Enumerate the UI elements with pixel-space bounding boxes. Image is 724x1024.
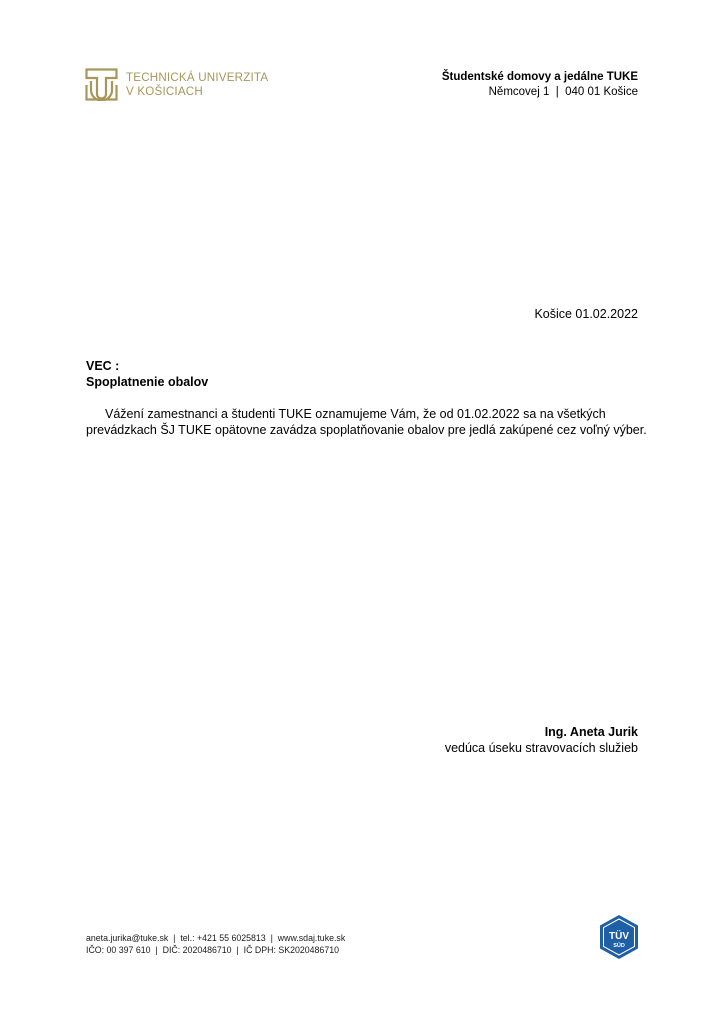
tuv-sub-text: SÜD (613, 943, 625, 949)
signature-block (445, 724, 638, 756)
tuke-emblem-icon (85, 68, 118, 101)
university-name (126, 71, 268, 98)
footer-contacts (86, 932, 345, 956)
tuv-mark-text: TÜV (609, 931, 629, 942)
tuv-sud-badge-icon (597, 914, 641, 960)
subject-label: VEC : (86, 359, 120, 373)
footer-contact-line: aneta.jurika@tuke.sk | tel.: +421 55 6025813 | www.sdaj.tuke.sk (86, 933, 346, 943)
subject-title: Spoplatnenie obalov (86, 375, 209, 389)
signatory-name: Ing. Aneta Jurik (544, 725, 638, 739)
tuv-certification-badge (597, 914, 641, 960)
university-logo (85, 68, 268, 101)
footer-registration-line: IČO: 00 397 610 | DIČ: 2020486710 | IČ DPH: SK2020486710 (86, 945, 340, 955)
body-line-1: Vážení zamestnanci a študenti TUKE oznamujeme Vám, že od 01.02.2022 sa na všetkých (105, 407, 606, 421)
sender-organization: Študentské domovy a jedálne TUKE (441, 71, 638, 83)
logo-line-1: TECHNICKÁ UNIVERZITA (126, 71, 269, 84)
subject-block (86, 358, 208, 390)
sender-block (442, 70, 638, 100)
signatory-title: vedúca úseku stravovacích služieb (444, 741, 638, 755)
logo-line-2: V KOŠICIACH (126, 84, 203, 98)
body-line-2: prevádzkach ŠJ TUKE opätovne zavádza spoplatňovanie obalov pre jedlá zakúpené cez voľný výber. (86, 423, 647, 437)
letter-body (86, 406, 646, 438)
sender-address: Němcovej 1 | 040 01 Košice (488, 86, 638, 98)
letter-date: Košice 01.02.2022 (534, 307, 638, 321)
